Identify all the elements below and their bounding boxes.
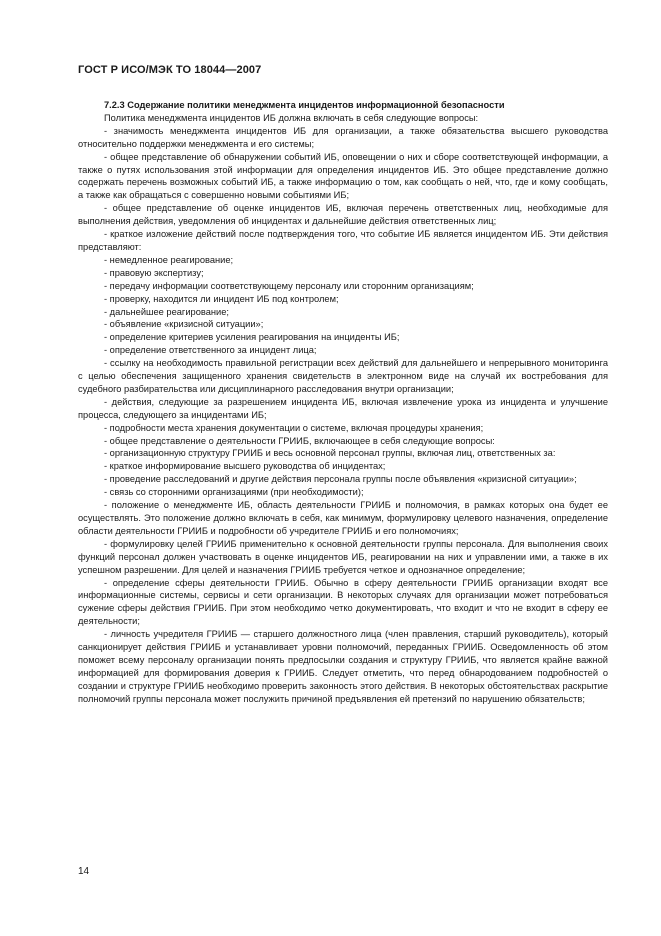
paragraph: - проверку, находится ли инцидент ИБ под контролем;: [104, 293, 339, 304]
paragraph: - общее представление о деятельности ГРИИБ, включающее в себя следующие вопросы:: [104, 435, 495, 446]
paragraph: - передачу информации соответствующему персоналу или сторонним организациям;: [104, 280, 474, 291]
document-header: ГОСТ Р ИСО/МЭК ТО 18044—2007: [78, 64, 262, 76]
paragraph: - определение критериев усиления реагирования на инциденты ИБ;: [104, 332, 400, 343]
paragraph: - объявление «кризисной ситуации»;: [104, 319, 264, 330]
paragraph: - дальнейшее реагирование;: [104, 306, 229, 317]
paragraph: - организационную структуру ГРИИБ и весь основной персонал группы, включая лиц, ответственных за:: [104, 448, 556, 459]
paragraph: - правовую экспертизу;: [104, 267, 204, 278]
page-number: 14: [78, 866, 90, 877]
paragraph: - определение ответственного за инцидент лица;: [104, 345, 317, 356]
paragraph: - значимость менеджмента инцидентов ИБ для организации, а также обязательства высшего руководства относительно поддержки менеджмента и его системы;: [78, 125, 608, 149]
paragraph: - общее представление об оценке инцидентов ИБ, включая перечень ответственных лиц, необходимые для выполнения действия, уведомления об инцидентах и дальнейшие действия ответственных лиц;: [78, 203, 608, 227]
paragraph: - немедленное реагирование;: [104, 254, 234, 265]
section-content: [78, 99, 608, 706]
paragraph: - ссылку на необходимость правильной регистрации всех действий для дальнейшего и непрерывного мониторинга с целью обеспечения защищенного хранения свидетельств в электронном виде на случай их востребования для судебного разбирательства или дисциплинарного расследования внутри организации;: [78, 358, 608, 394]
paragraph: - связь со сторонними организациями (при необходимости);: [104, 487, 364, 498]
paragraph: - формулировку целей ГРИИБ применительно к основной деятельности группы персонала. Для выполнения своих функций персонал должен участвовать в оценке инцидентов ИБ, реагировании на них и управлении ими, а также в их успешном разрешении. Для целей и назначения ГРИИБ требуется четкое и однозначное определение;: [78, 538, 608, 575]
paragraph: - проведение расследований и другие действия персонала группы после объявления «кризисной ситуации»;: [104, 474, 577, 485]
paragraph-list: [78, 112, 608, 706]
paragraph: - положение о менеджменте ИБ, область деятельности ГРИИБ и полномочия, в рамках которых она будет ее осуществлять. Это положение должно включать в себя, как минимум, формулировку целевого назначения, определение области деятельности ГРИИБ и подробности об учредителе ГРИИБ и его полномочиях;: [78, 500, 608, 536]
paragraph: - краткое изложение действий после подтверждения того, что событие ИБ является инцидентом ИБ. Эти действия представляют:: [78, 229, 608, 252]
paragraph: - краткое информирование высшего руководства об инцидентах;: [104, 461, 386, 472]
paragraph: - личность учредителя ГРИИБ — старшего должностного лица (член правления, старший руководитель), который санкционирует действия ГРИИБ и устанавливает уровни полномочий, переданных ГРИИБ. Осведомленность об этом поможет всему персоналу организации понять предпосылки создания и структуру ГРИИБ, что является крайне важной информацией для формирования доверия к ГРИИБ. Следует отметить, что перед обнародованием подробностей о создании и структуре ГРИИБ необходимо проверить законность этого действия. В некоторых обстоятельствах раскрытие полномочий группы персонала может послужить причиной предъявления ей претензий по нарушению обязательств;: [78, 629, 608, 704]
paragraph: - действия, следующие за разрешением инцидента ИБ, включая извлечение урока из инцидента и улучшение процесса, следующего за инцидентами ИБ;: [78, 396, 608, 420]
paragraph: - определение сферы деятельности ГРИИБ. Обычно в сферу деятельности ГРИИБ организации входят все информационные системы, сервисы и сети организации. В некоторых случаях для организации может потребоваться сужение сферы действия ГРИИБ. При этом необходимо четко документировать, что входит и что не входит в сферу ее деятельности;: [78, 577, 608, 627]
paragraph: Политика менеджмента инцидентов ИБ должна включать в себя следующие вопросы:: [104, 112, 479, 123]
paragraph: - общее представление об обнаружении событий ИБ, оповещении о них и сборе соответствующей информации, а также о путях использования этой информации для определения инцидентов ИБ. Это общее представление должно содержать перечень возможных событий ИБ, а также информацию о том, как сообщать о ней, что, где и кому сообщать, а также как обращаться с совершенно новыми событиями ИБ;: [78, 151, 608, 201]
paragraph: - подробности места хранения документации о системе, включая процедуры хранения;: [104, 422, 484, 433]
section-heading: 7.2.3 Содержание политики менеджмента инцидентов информационной безопасности: [104, 100, 505, 110]
